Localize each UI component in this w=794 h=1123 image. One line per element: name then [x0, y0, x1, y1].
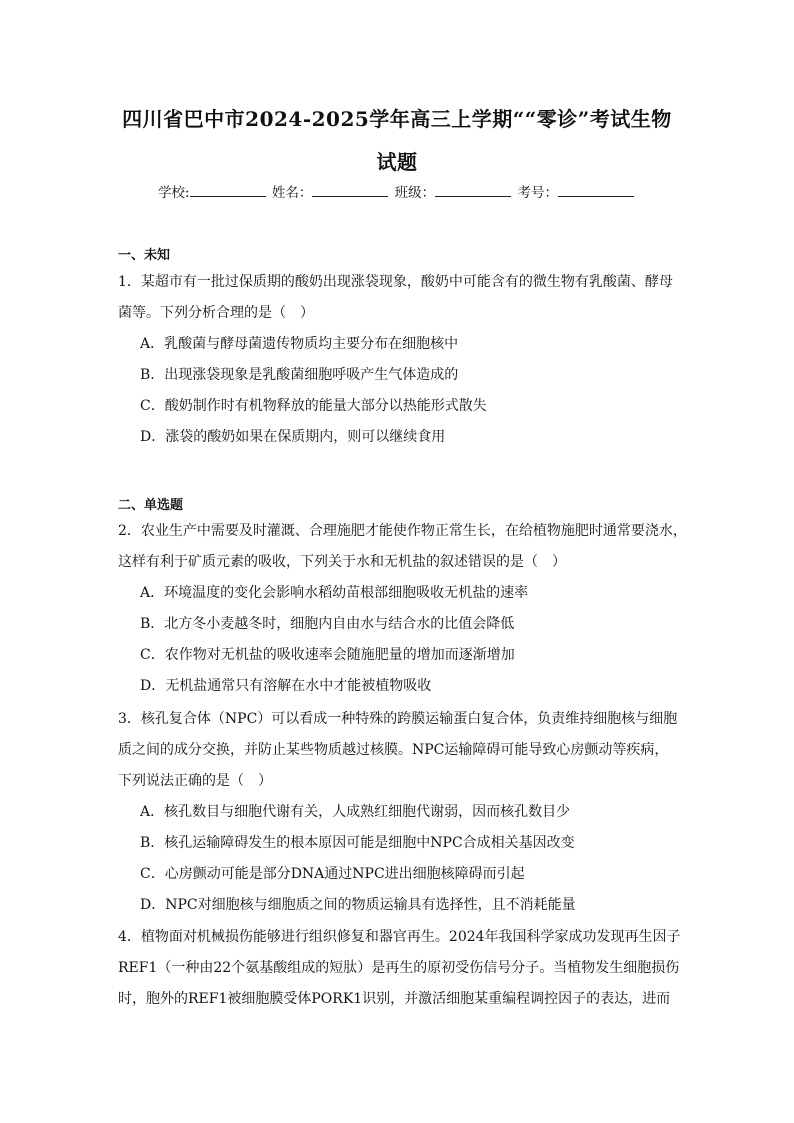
- class-blank[interactable]: [435, 183, 511, 197]
- school-blank[interactable]: [190, 183, 266, 197]
- student-info-row: [0, 181, 794, 201]
- question-3-text: 下列说法正确的是（ ）: [118, 773, 272, 789]
- question-4-text: 4．植物面对机械损伤能够进行组织修复和器官再生。2024年我国科学家成功发现再生因子: [118, 929, 681, 945]
- school-label: 学校:: [158, 185, 190, 201]
- question-1-option-a: A．乳酸菌与酵母菌遗传物质均主要分布在细胞核中: [140, 336, 459, 352]
- question-3-option-d: D．NPC对细胞核与细胞质之间的物质运输具有选择性，且不消耗能量: [140, 897, 576, 913]
- question-2-option-b: B．北方冬小麦越冬时，细胞内自由水与结合水的比值会降低: [140, 616, 515, 632]
- question-2-option-d: D．无机盐通常只有溶解在水中才能被植物吸收: [140, 678, 432, 694]
- section-heading: 一、未知: [118, 248, 171, 263]
- section-heading: 二、单选题: [118, 498, 184, 513]
- question-2-option-a: A．环境温度的变化会影响水稻幼苗根部细胞吸收无机盐的速率: [140, 585, 529, 601]
- question-2-option-c: C．农作物对无机盐的吸收速率会随施肥量的增加而逐渐增加: [140, 647, 515, 663]
- name-label: 姓名：: [271, 185, 313, 201]
- name-blank[interactable]: [312, 183, 388, 197]
- question-1-option-c: C．酸奶制作时有机物释放的能量大部分以热能形式散失: [140, 398, 487, 414]
- question-3-option-b: B．核孔运输障碍发生的根本原因可能是细胞中NPC合成相关基因改变: [140, 835, 575, 851]
- question-2-text: 这样有利于矿质元素的吸收，下列关于水和无机盐的叙述错误的是（ ）: [118, 554, 566, 570]
- question-3-text: 质之间的成分交换，并防止某些物质越过核膜。NPC运输障碍可能导致心房颤动等疾病，: [118, 742, 669, 758]
- question-1-text: 1．某超市有一批过保质期的酸奶出现涨袋现象，酸奶中可能含有的微生物有乳酸菌、酵母: [118, 274, 673, 290]
- question-2-text: 2．农业生产中需要及时灌溉、合理施肥才能使作物正常生长，在给植物施肥时通常要浇水，: [118, 523, 687, 539]
- question-3-text: 3．核孔复合体（NPC）可以看成一种特殊的跨膜运输蛋白复合体，负责维持细胞核与细胞: [118, 711, 678, 727]
- question-4-text: 时，胞外的REF1被细胞膜受体PORK1识别，并激活细胞某重编程调控因子的表达，进而: [118, 991, 671, 1007]
- question-1-option-b: B．出现涨袋现象是乳酸菌细胞呼吸产生气体造成的: [140, 367, 459, 383]
- question-4-text: REF1（一种由22个氨基酸组成的短肽）是再生的原初受伤信号分子。当植物发生细胞损伤: [118, 960, 680, 976]
- question-1-text: 菌等。下列分析合理的是（ ）: [118, 305, 314, 321]
- class-label: 班级：: [394, 185, 436, 201]
- question-3-option-c: C．心房颤动可能是部分DNA通过NPC进出细胞核障碍而引起: [140, 866, 525, 882]
- page-title: 四川省巴中市2024-2025学年高三上学期““零诊”考试生物: [122, 107, 672, 131]
- question-3-option-a: A．核孔数目与细胞代谢有关，人成熟红细胞代谢弱，因而核孔数目少: [140, 804, 571, 820]
- exam-number-blank[interactable]: [558, 183, 634, 197]
- question-1-option-d: D．涨袋的酸奶如果在保质期内，则可以继续食用: [140, 429, 446, 445]
- page-title-continued: 试题: [376, 150, 418, 174]
- exam-number-label: 考号：: [517, 185, 558, 201]
